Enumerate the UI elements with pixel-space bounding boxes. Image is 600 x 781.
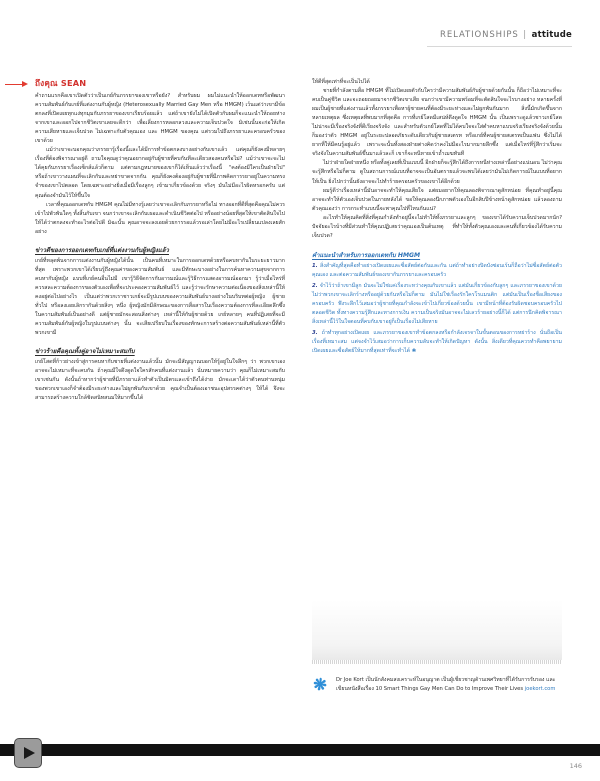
arrow-icon xyxy=(5,81,30,88)
running-head xyxy=(440,30,572,40)
page-shading xyxy=(312,600,562,660)
author-website-link[interactable]: joekort.com xyxy=(524,685,556,692)
author-bio-body: เป็นนักสังคมสงเคราะห์ในอนุญาต เป็นผู้เชี่ยวชาญด้านเพศวิทยาที่ได้รับการรับรอง และเขียนหนังสือเรื่อง 10 Smart Things Gay Men Can Do to Improve Their Lives xyxy=(336,677,556,692)
play-button[interactable] xyxy=(14,738,42,768)
paragraph: คำถามแรกคือเขาเปิดตัวว่าเป็นเกย์กับภรรยาของเขาหรือยัง? สำหรับผม ผมไม่แนะนำให้ออกเดทหรือพัฒนาความสัมพันธ์กับเกย์ที่แต่งงานกับผู้หญิง (Heterosexually Married Gay Men หรือ HMGM) เว้นแต่ว่าเขามีข้อตกลงที่เปิดเผยทุกแง่ทุกมุมกับภรรยาของเขาเรียบร้อยแล้ว แต่ถ้าเขายังไม่ได้เปิดตัวกับผมก็จะแนะนำให้ถอยห่างจากเขาและออกไปจากชีวิตเขาเลยจะดีกว่า เพื่อเลี่ยงการหลอกลวงและความเจ็บปวดใจ มิเช่นนั้นจะก่อให้เกิดความเสียหายและเจ็บปวด ไม่เฉพาะกับตัวคุณเอง และ HMGM ของคุณ แต่รวมไปถึงภรรยาและครอบครัวของเขาด้วย xyxy=(35,93,285,145)
advice-item xyxy=(312,262,562,280)
bio-divider xyxy=(312,660,562,664)
end-mark-icon: ❀ xyxy=(411,347,417,354)
running-head-separator: | xyxy=(523,30,528,40)
paragraph: แม้ว่าเขาจะบอกคุณว่าภรรยารู้เรื่องนี้และได้มีการทำข้อตกลงบางอย่างกับเขาแล้ว แต่คุณก็ยังคงมีหลายๆ เรื่องที่ต้องพิจารณาอยู่ดี ถามใจคุณดูว่าคุณอยากอยู่กับผู้ชายที่คบกันทีละเดียวสองคนหรือไม่? แม้ว่าเขาจะจะไม่ได้คุยกับภรรยาเรื่องเซ็กส์แล้วก็ตาม แต่ตามกฎหมายของเขาก็ได้เห็นแล้วว่าเรื่องนี้ "คงต้องมีใครเป็นฝ่ายไป" หรือถ้าเขาวางแผนที่จะเลิกกับและหย่าขาดจากกัน คุณก็ยังคงต้องอยู่กับผู้ชายที่มีภาพคิดการรยาอยู่ในความทรงจำของเขาไปตลอด โดยเฉพาะอย่างยิ่งเมื่อมีเรื่องลูกๆ เข้ามาเกี่ยวข้องด้วย จริงๆ มันไม่มีอะไรผิดหรอกครับ แต่คุณต้องจำมันไว้ให้ขึ้นใจ xyxy=(35,147,285,199)
left-column xyxy=(35,78,285,403)
running-head-brand: attitude xyxy=(531,30,572,40)
paragraph: ไม่ว่าฝ่ายใดฝ่ายหนึ่ง หรือทั้งคู่เลยที่เป็นแบบนี้ อีกฝ่ายก็จะรู้สึกได้ถึงการหนีห่างเหล่านี้อย่างแน่นอน ไม่ว่าคุณจะรู้สึกหรือไม่ก็ตาม ดูในสถานการณ์แบบที่อาจจะเป็นอันตรายแล้วจะพบได้เลยว่ามันไม่เกิดการณ์ในแบบที่อยากให้เป็น ยิ่งไปกว่านั้นยังอาจจะไปทำร้ายครอบครัวของเขาได้อีกด้วย xyxy=(312,160,562,185)
advice-item-text: จำไว้ว่าถ้าเขามีลูก มันจะไม่ใช่แค่เรื่องระหว่างคุณกับเขาแล้ว แต่มันเกี่ยวข้องกับลูกๆ และภรรยาของเขาด้วย ไม่ว่าพวกเขาจะเลิกร้างหรืออยู่ด้วยกันหรือไม่ก็ตาม มันไม่ใช่เรื่องรักใครโรแมนติก แต่มันเป็นเรื่องชื่อเสียงของครอบครัว พึงระลึกไว้เสมอว่าผู้ชายที่คุณกำลังจะเข้าไปเกี่ยวข้องด้วยนั้น เขามีหน้าที่ต้องรับผิดชอบครอบครัวไปตลอดชีวิต ทั้งทางความรู้สึกและทางการเงิน ความเป็นจริงมันอาจจะไม่เลวร้ายอย่างนี้ก็ได้ แต่การนึกคิดพิจารณาสิ่งเหล่านี้ไว้ในใจตอนที่คบกับเขาอยู่ก็เป็นเรื่องไม่เสียหาย xyxy=(312,282,562,326)
paragraph: ผมรู้ดีว่าเรื่องเหล่านี้มันอาจจะทำให้คุณเสียใจ แต่ผมอยากให้คุณลองพิจารณาดูสักหน่อย ที่คุณทำอยู่นี้คุณอาจจะทำให้ตัวเองเจ็บปวดในภายหลังได้ ขอให้คุณลองนึกภาพตัวเองในอีกสิบปีข้างหน้าดูสักหน่อย แล้วลองถามตัวคุณเองว่า การกระทำแบบนี้จะพาคุณไปที่ไหนกันแน่? xyxy=(312,187,562,212)
running-head-rule xyxy=(427,46,572,47)
subheading-bad-news: ข่าวร้ายคือคุณทั้งคู่อาจไม่เหมาะสมกับ xyxy=(35,348,135,356)
paragraph: เวลาที่คุณออกเดทกับ HMGM คุณไม่มีทางรู้เลยว่าเขาจะเลิกกับภรรยาหรือไม่ ทางออกที่ดีที่สุดคือคุณไม่ควรเข้าไปพัวพันใดๆ ทั้งสิ้นกับเขา จนกว่าเขาจะเลิกกับเธอและดำเนินชีวิตต่อไป หรืออย่างน้อยที่สุดให้เขาตัดสินใจไปให้ได้ว่าตกลงจะทำอะไรต่อไปดี มิฉะนั้น คุณอาจจะลงเอยด้วยการรอแล้วรอเล่าโดยไม่มีอะไรเปลี่ยนแปลงเลยสักอย่าง xyxy=(35,201,285,235)
advice-item-number: 2. xyxy=(312,282,318,289)
paragraph: อะไรทำให้คุณคิดที่สิ่งที่คุณกำลังทำอยู่นี้จะไม่ทำให้ทั้งภรรยาและลูกๆ ของเขาได้รับความเจ็บปวดมากนัก? ปัจจัยอะไรบ้างที่มีส่วนทำให้คุณปฏิเสธว่าคุณเองเป็นต้นเหตุ ที่ทำให้ทั้งตัวคุณเองและคนที่เกี่ยวข้องได้รับความเจ็บปวด? xyxy=(312,214,562,239)
right-column xyxy=(312,78,562,357)
page-number: 146 xyxy=(569,762,582,770)
author-bio-text xyxy=(336,676,562,693)
paragraph: เกย์ที่หลุดพ้นจากการแต่งงานกับผู้หญิงได้นั้น เป็นคนที่เหมาะในการออกเดทด้วยหรือคบหากันในระยะยาวมากที่สุด เพราะพวกเขาได้เรียนรู้ถึงคุณค่าของความสัมพันธ์ และมีทักษะบางอย่างในการค้นหาความสุขจากการคบหากับผู้หญิง แบบที่เกย์คนอื่นไม่มี เขารู้วิธีจัดการกับอารมณ์และรู้วิธีการแสดงอารมณ์ออกมา รู้ว่าเมื่อไหร่ที่ควรสละความต้องการของตัวเองเพื่อที่จะประคองความสัมพันธ์ไว้ และรู้ว่าจะรักษาความต่อเนื่องของสิ่งเหล่านี้ให้คงอยู่ต่อไปอย่างไร เป็นแต่ว่าพวกเราชาวเกย์จะมีรูปแบบของความสัมพันธ์บางอย่างในบริบทต่อผู้หญิง ผู้ชายทั่วไป หรือลงเอยเลิกรากันด้วยสิ่งๆ หนึ่ง ผู้หญิงมักมีลักษณะของการสื่อสารในเรื่องความต้องการที่ละเอียดลึกซึ้งในความสัมพันธ์เป็นอย่างดี แต่ผู้ชายมักจะสอนสิ่งต่างๆ เหล่านี้ให้กับผู้ชายด้วย เกย์หลายๆ คนที่ปฏิเสธที่จะมีความสัมพันธ์กับผู้หญิงในรูปแบบต่างๆ นั้น จะเสียเปรียบในเรื่องของทักษะการสร้างต่อความสัมพันธ์เหล่านี้ที่ตัวพวกเขามี xyxy=(35,257,285,337)
advice-item xyxy=(312,282,562,327)
asterisk-flower-icon xyxy=(312,677,329,694)
headline-block xyxy=(35,78,285,89)
paragraph: เกย์โสดที่ก้าวย่างเข้าสู่การคบหากับชายที่แต่งงานแล้วนั้น มักจะมีสัญญาณบอกให้รู้อยู่ในใจลึกๆ ว่า พวกเขาเองอาจจะไม่เหมาะที่จะคบกัน ถ้าคุณมีใจดึงดูดใจใครสักคนที่แต่งงานแล้ว นั่นหมายความว่า คุณก็ไม่เหมาะสมกับเขาเช่นกัน ดังนั้นถ้าหากว่าผู้ชายที่มีภรรยาแล้วทำตัวเป็นมิตรและเข้าถึงได้ง่าย มักจะเดาได้ว่าตัวตนท่านหนุ่มของพวกเขาเองก็จำต้องมีระยะห่างและไม่ผูกพันกับเขาด้วย คุณจำเป็นต้องเอาชนะอุปสรรคต่างๆ ให้ได้ จึงจะสามารถสร้างความใกล้ชิดสนิทสนมให้มากขึ้นได้ xyxy=(35,359,285,402)
advice-item-text: ถ้าทำทุกอย่างเปิดเผย และภรรยาของเขาทำข้อตกลงหรือกำลังเจรจาในขั้นตอนของการหย่าร้าง นั่นถือเป็นเรื่องที่เหมาะสม แต่จงจำไว้เสมอว่าการเก็บความลับจะทำให้เกิดปัญหา ดังนั้น สิ่งเดียวที่คุณควรทำคือพยายามเปิดเผยและซื่อสัตย์ให้มากที่สุดเท่าที่จะทำได้ xyxy=(312,329,562,354)
advice-list xyxy=(312,262,562,355)
advice-item-number: 3. xyxy=(312,329,318,336)
subheading-advice: คำแนะนำสำหรับการออกเดทกับ HMGM xyxy=(312,251,421,259)
play-icon xyxy=(24,747,35,759)
advice-item-text: สิ่งสำคัญที่สุดคือทำอย่างเปิดเผยและซื่อสัตย์ต่อกันและกัน แต่ถ้าทำอย่างปิดบังซ่อนเร้นก็ถือว่าไม่ซื่อสัตย์ต่อตัวคุณเอง และต่อความสัมพันธ์ของเขากับภรรยาและครอบครัว xyxy=(312,263,563,279)
running-head-section: RELATIONSHIPS xyxy=(440,30,519,40)
author-name: Dr Joe Kort xyxy=(336,677,364,683)
advice-item xyxy=(312,329,562,356)
viewer-toolbar xyxy=(0,744,600,756)
advice-item-number: 1. xyxy=(312,263,318,270)
paragraph: ให้ดีที่สุดเท่าที่จะเป็นไปได้ xyxy=(312,79,370,85)
subheading-good-news: ข่าวดีของการออกเดทกับเกย์ที่แต่งงานกับผู้หญิงแล้ว xyxy=(35,246,169,254)
author-bio xyxy=(312,676,562,694)
article-headline: ถึงคุณ SEAN xyxy=(35,78,87,88)
paragraph: ชายที่กำลังตามสื่อ HMGM ที่ไม่เปิดเผยตัวกับใครว่ามีความสัมพันธ์กับผู้ชายด้วยกันนั้น ก็ถือว่าไม่เหมาะที่จะคบเป็นคู่ชีวิต และจะถอยถอยมาจากชีวิตเขาเสีย จนกว่าเขามีความพร้อมที่จะตัดสินใจจะไรบางอย่าง หลายครั้งที่ผมเป็นผู้ชายที่แต่งงานแล้วทั้งภรรยาเพื่อหาผู้ชายคนที่ต้องมีระยะห่างและไม่ผูกพันกันมาก สิ่งนี้มักเกิดขึ้นจากหลายเหตุผล ซึ่งเหตุผลที่พบมากที่สุดคือ การที่เกย์โสดมีเสน่ห์ดึงดูดใจ HMGM นั้น เป็นเพราะดูแล้วชาวเกย์โสดไม่น่าจะมีเรื่องจริงจังที่ดีเรียงจริงจัง และสำหรับตัวเกย์โสดที่ไม่ได้คบใจจะใส่ตำคบหาแบบจริงเรียงจริงจังด้วยนั้น ก็มองว่าตัว HMGM อยู่ในระยะปลอดภัยระดับเดียวกับผู้ชายสเตรท หรือเกย์ที่คบผู้ชายสเตรทเป็นแฟน ซึ่งไม่ได้ยากที่ให้มีคนรู้อยู่แล้ว เพราะจะนั้นทั้งสองฝ่ายต่างคิดว่าคงไม่มีอะไรมากมายลึกซึ้ง แต่เมื่อไหร่ที่รู้สึกว่าเริ่มจะจริงจังในความสัมพันธ์ขึ้นมาแล้วละก็ เขาก็จะหนีหายเข้าถ้ำเมฆทันที xyxy=(312,88,562,158)
